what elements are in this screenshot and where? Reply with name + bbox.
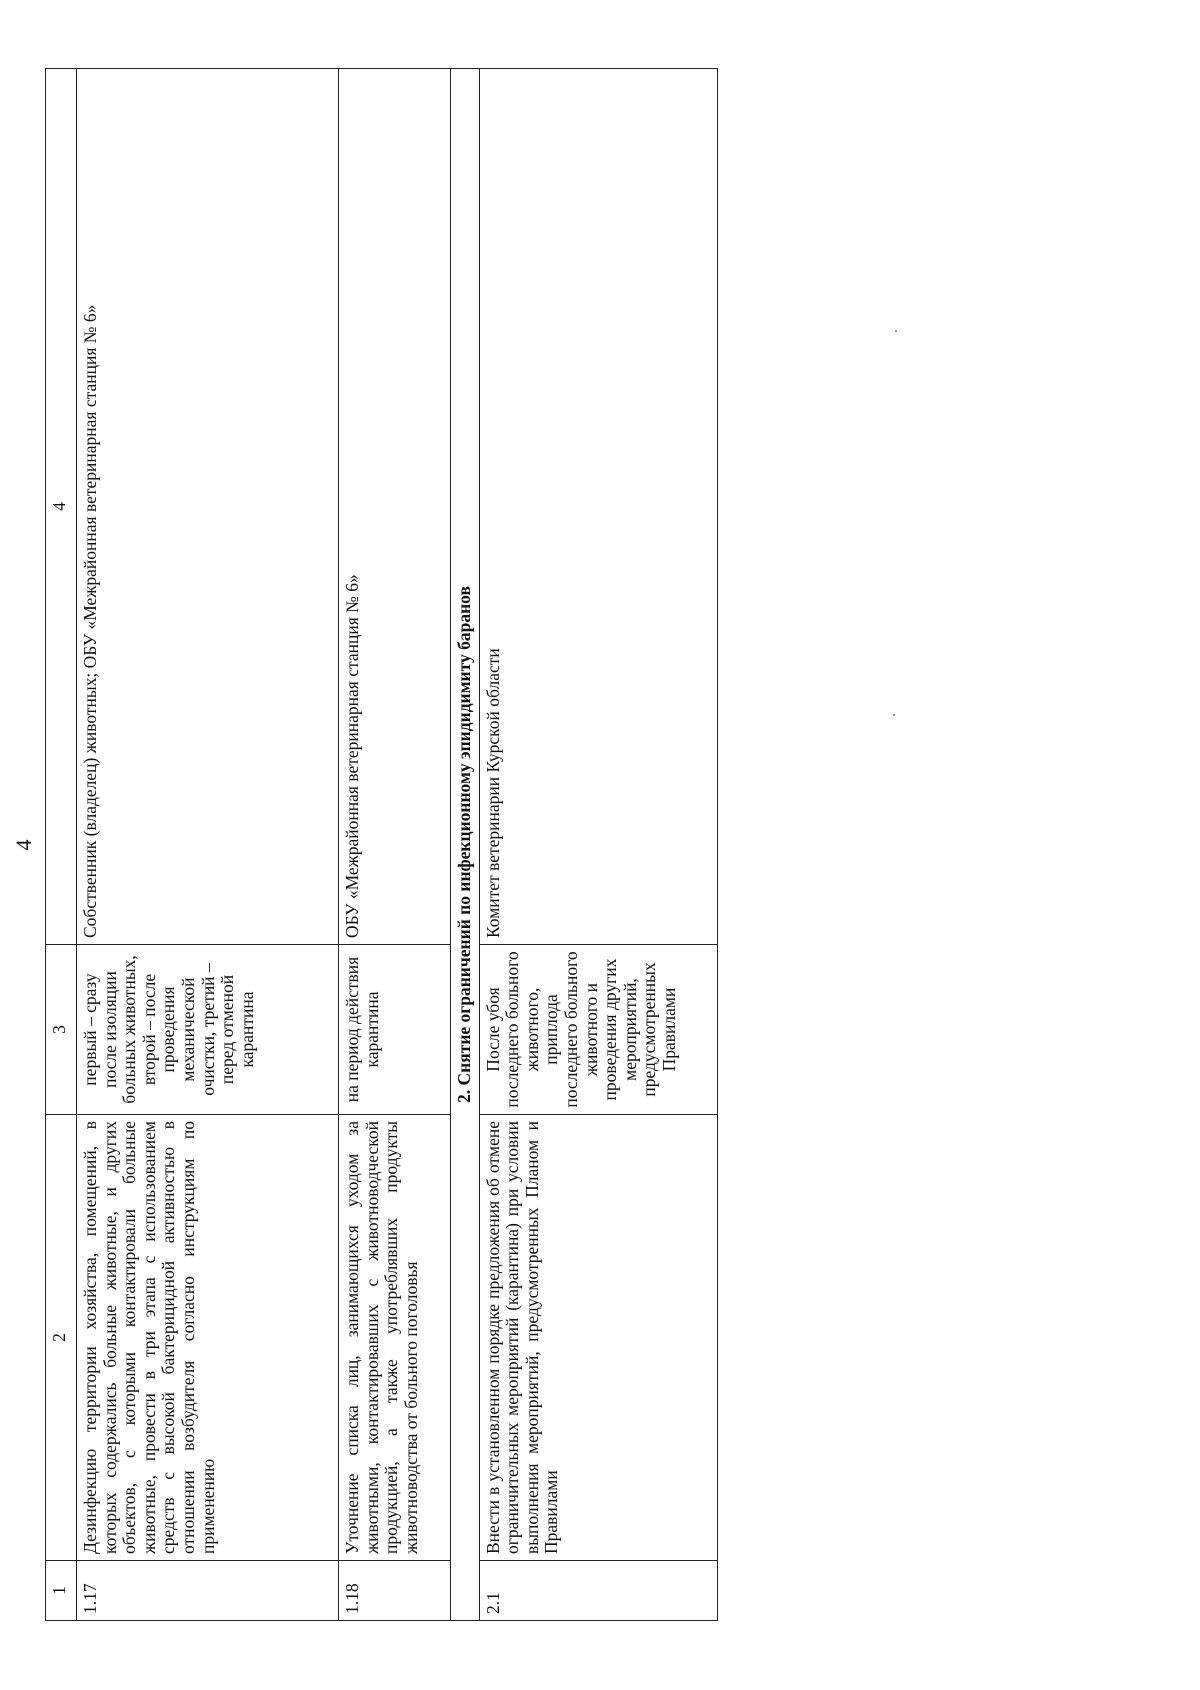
row-number: 1.17 — [77, 1561, 339, 1621]
row-action: Внести в установленном порядке предложения об отмене ограничительных мероприятий (карантина) при условии выполнения мероприятий, предусмотренных Планом и Правилами — [479, 1115, 717, 1561]
rotated-page — [3, 69, 697, 1621]
section-2-title: 2. Снятие ограничений по инфекционному эпидидимиту баранов — [451, 69, 480, 1621]
row-timing: первый – сразу после изоляции больных животных, второй – после проведения механической очистки, третий – перед отменой карантина — [77, 945, 339, 1115]
scan-speck — [893, 714, 895, 716]
row-number: 2.1 — [479, 1561, 717, 1621]
table-row — [479, 69, 717, 1621]
row-responsible: Комитет ветеринарии Курской области — [479, 69, 717, 945]
row-timing: После убоя последнего больного животного, приплода последнего больного животного и проведения других мероприятий, предусмотренных Правилами — [479, 945, 717, 1115]
col-header-3: 3 — [46, 945, 77, 1115]
row-timing: на период действия карантина — [339, 945, 451, 1115]
table-header-row — [46, 69, 77, 1621]
col-header-2: 2 — [46, 1115, 77, 1561]
table-row — [77, 69, 339, 1621]
col-header-1: 1 — [46, 1561, 77, 1621]
scan-speck — [895, 330, 897, 332]
row-action: Дезинфекцию территории хозяйства, помещений, в которых содержались больные животные, и других объектов, с которыми контактировали больные животные, провести в три этапа с использованием средств с высокой бактерицидной активностью в отношении возбудителя согласно инструкциям по применению — [77, 1115, 339, 1561]
measures-table — [45, 68, 718, 1621]
section-heading-row — [451, 69, 480, 1621]
col-header-4: 4 — [46, 69, 77, 945]
row-responsible: ОБУ «Межрайонная ветеринарная станция № 6» — [339, 69, 451, 945]
table-row — [339, 69, 451, 1621]
row-action: Уточнение списка лиц, занимающихся уходом за животными, контактировавших с животноводческой продукцией, а также употреблявших продукты животноводства от больного поголовья — [339, 1115, 451, 1561]
row-number: 1.18 — [339, 1561, 451, 1621]
row-responsible: Собственник (владелец) животных; ОБУ «Межрайонная ветеринарная станция № 6» — [77, 69, 339, 945]
page-number: 4 — [11, 839, 36, 851]
